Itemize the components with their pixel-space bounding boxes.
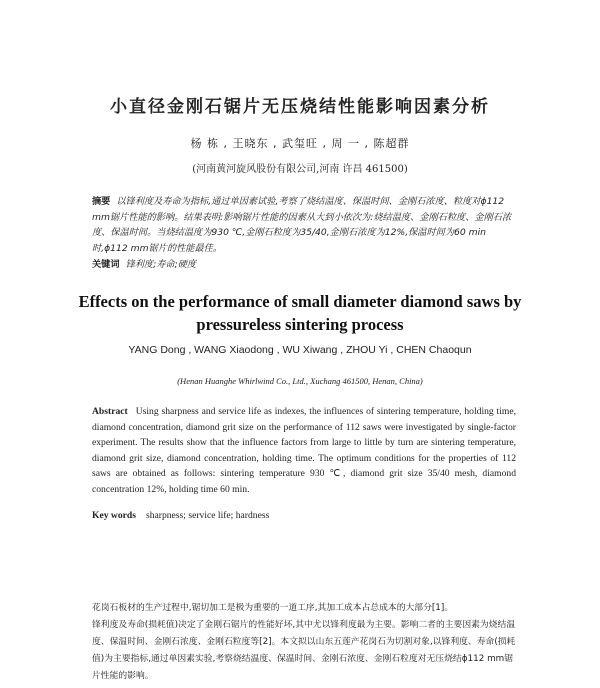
body-paragraph-2: 锋利度及寿命(损耗值)决定了金刚石锯片的性能好坏,其中尤以锋利度最为主要。影响二者的主要因素为烧结温度、保温时间、金刚石浓度、金刚石粒度等[2]。本文拟以山东五莲产花岗石为切割对象,以锋利度、寿命(损耗值)为主要指标,通过单因素实验,考察烧结温度、保温时间、金刚石浓度、金刚石粒度对无压烧结ϕ112 mm锯片性能的影响。: [92, 620, 516, 681]
body-paragraph-1: 花岗石板材的生产过程中,锯切加工是极为重要的一道工序,其加工成本占总成本的大部分[1]。: [92, 603, 454, 613]
chinese-authors: 杨 栋 , 王晓东 , 武玺旺 , 周 一 , 陈超群: [190, 137, 410, 150]
chinese-abstract: [92, 194, 512, 256]
chinese-abstract-text: 以锋利度及寿命为指标,通过单因素试验,考察了烧结温度、保温时间、金刚石浓度、粒度对ϕ112 mm锯片性能的影响。结果表明:影响锯片性能的因素从大到小依次为:烧结温度、金刚石粒度、金刚石浓度、保温时间。当烧结温度为930 ℃,金刚石粒度为35/40,金刚石浓度为12%,保温时间为60 min时,ϕ112 mm锯片的性能最佳。: [92, 196, 512, 254]
chinese-affiliation: (河南黄河旋风股份有限公司,河南 许昌 461500): [192, 164, 408, 175]
chinese-abstract-label: 摘要: [92, 196, 111, 207]
english-affiliation: (Henan Huanghe Whirlwind Co., Ltd., Xuchang 461500, Henan, China): [177, 376, 423, 386]
chinese-keywords-label: 关键词: [92, 259, 120, 270]
english-keywords: [92, 510, 516, 521]
english-abstract: [92, 404, 516, 497]
english-keywords-text: sharpness; service life; hardness: [145, 510, 270, 521]
chinese-keywords: [92, 256, 512, 270]
english-abstract-label: Abstract: [92, 406, 128, 417]
english-abstract-text: Using sharpness and service life as indexes, the influences of sintering temperature, holding time, diamond concentration, diamond grit size on the performance of 112 saws were investigated by single-factor experiment. The results show that the influence factors from large to little by turn are sintering temperature, diamond grit size, diamond concentration, holding time. The optimum conditions for the properties of 112 saws are obtained as follows: sintering temperature 930 ℃, diamond grit size 35/40 mesh, diamond concentration 12%, holding time 60 min.: [92, 406, 516, 495]
english-authors: YANG Dong , WANG Xiaodong , WU Xiwang , ZHOU Yi , CHEN Chaoqun: [128, 344, 472, 356]
chinese-keywords-text: 锋利度;寿命;硬度: [125, 259, 197, 270]
english-keywords-label: Key words: [92, 510, 136, 521]
english-title: Effects on the performance of small diameter diamond saws by pressureless sintering process: [78, 292, 522, 334]
body-text: [92, 600, 520, 685]
chinese-title: 小直径金刚石锯片无压烧结性能影响因素分析: [110, 97, 490, 117]
